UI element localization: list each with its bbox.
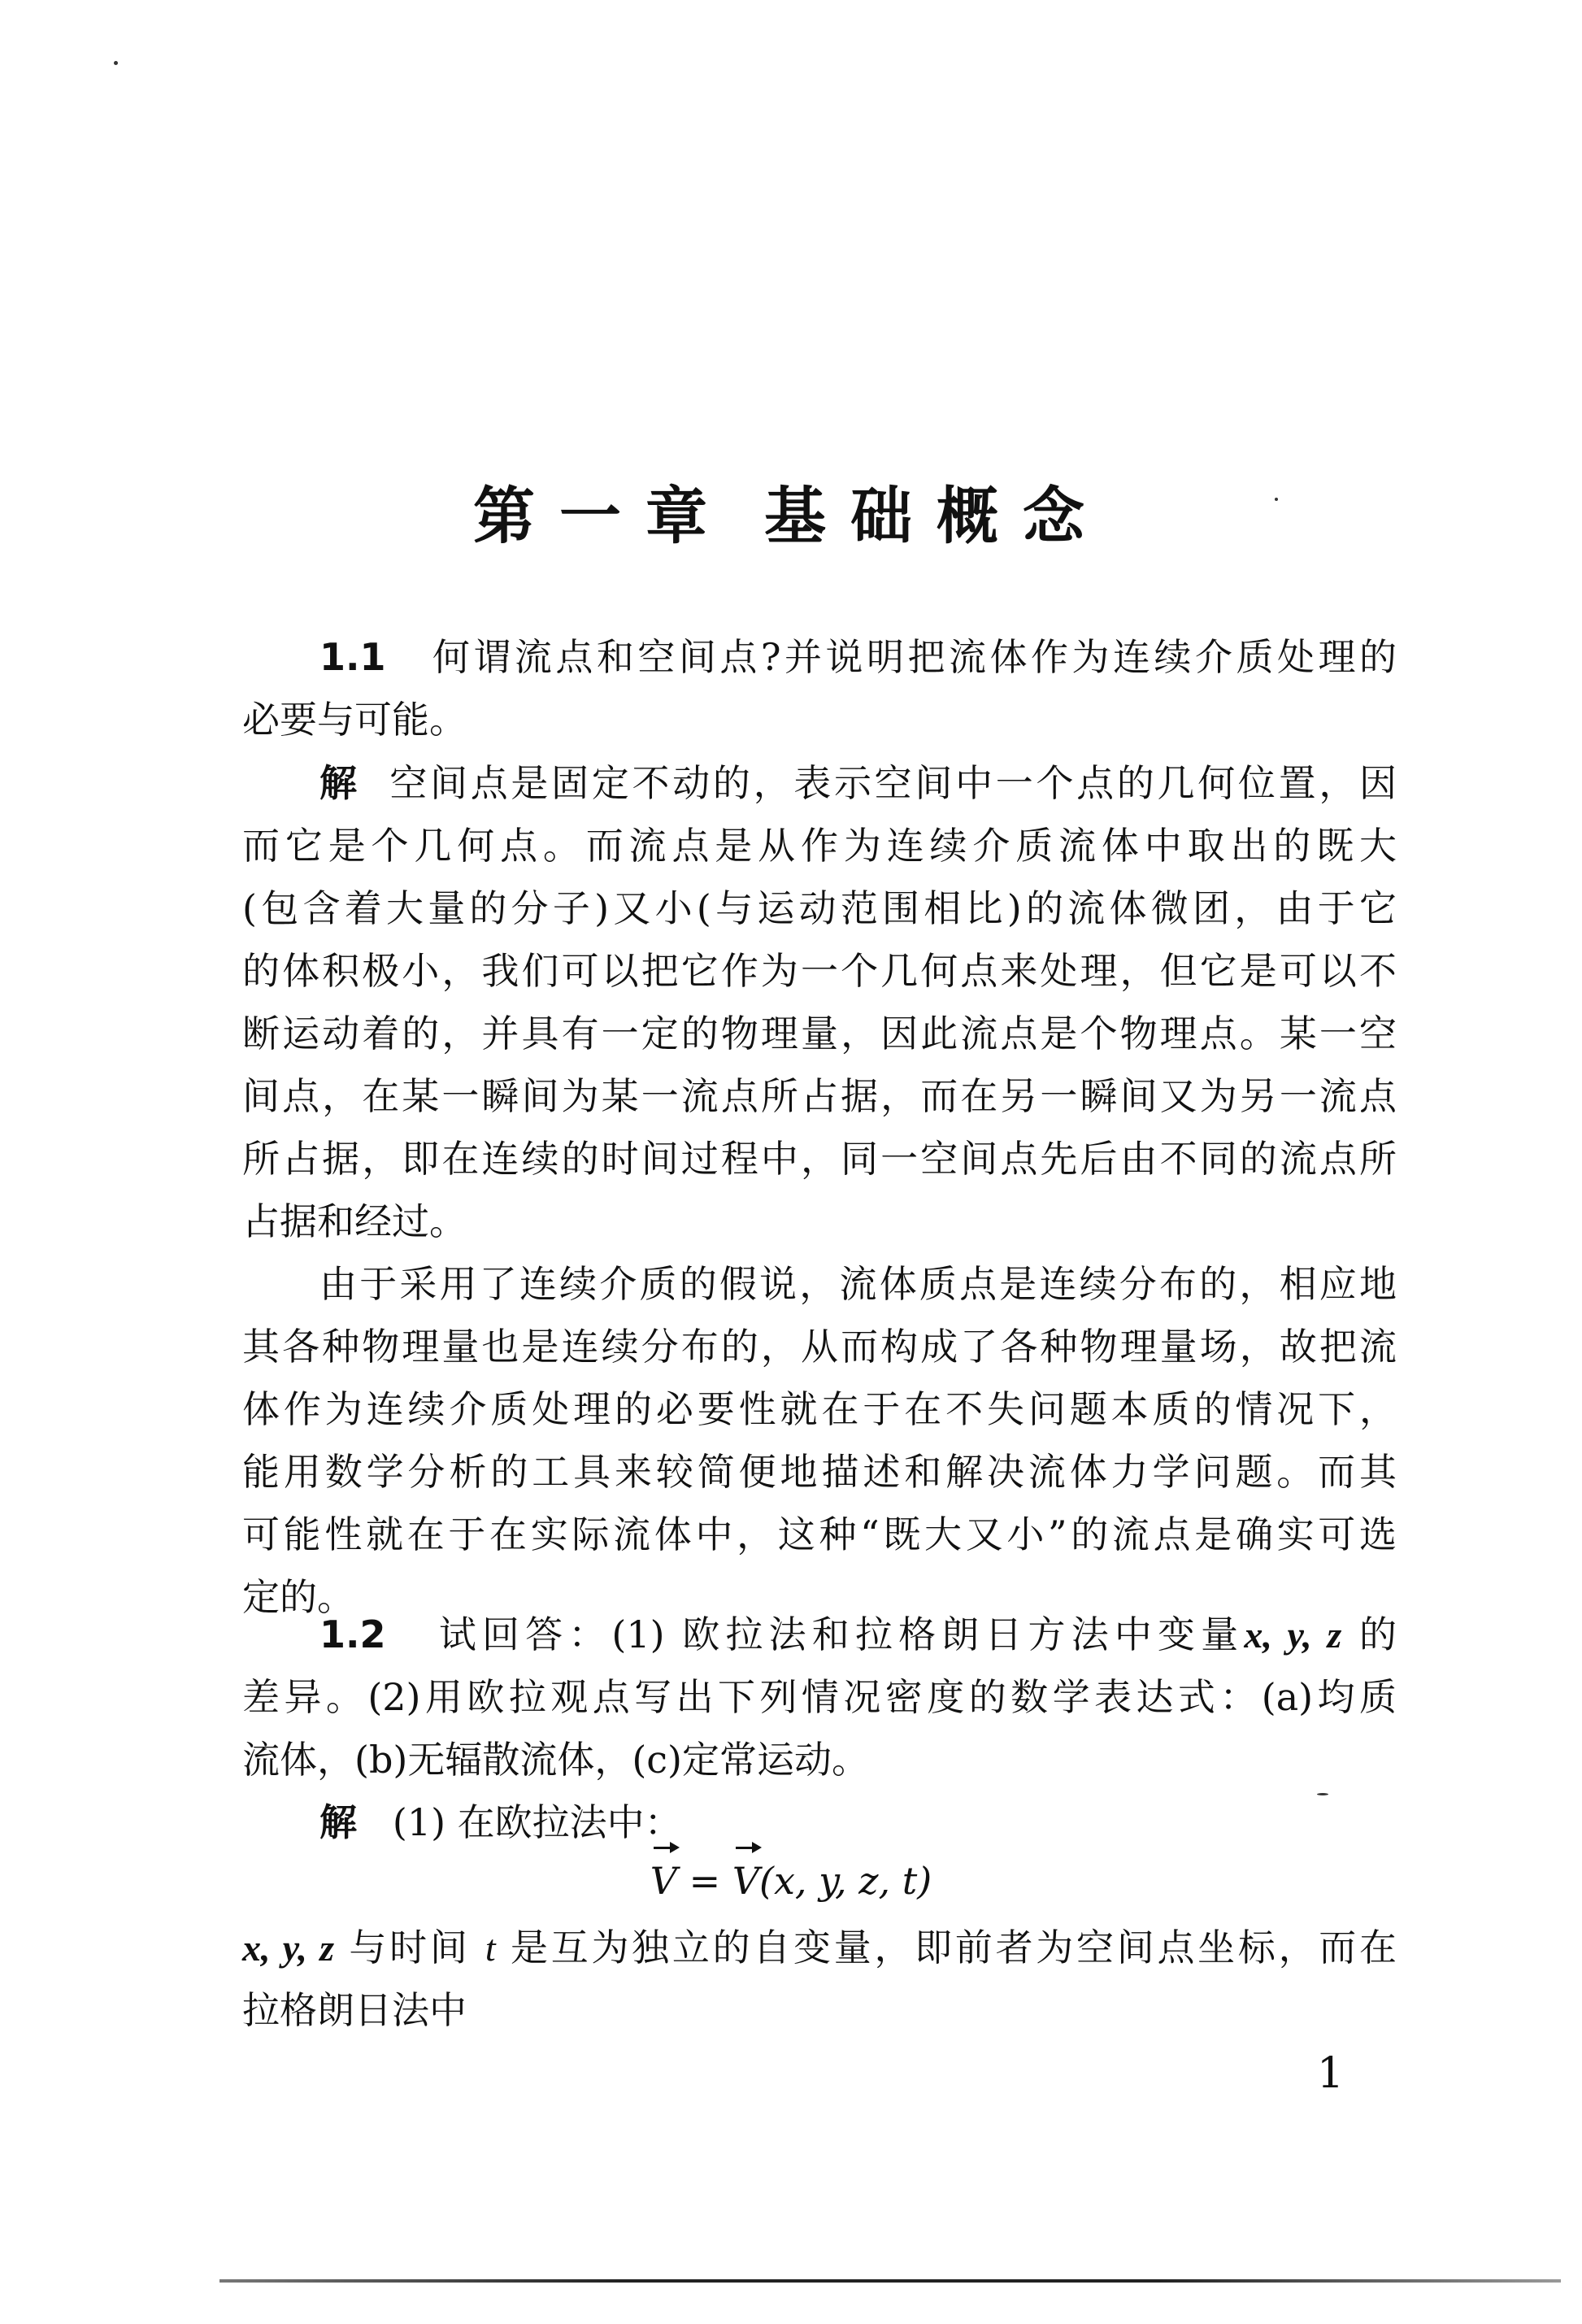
scan-speck <box>1317 1793 1328 1795</box>
answer-label: 解 <box>319 1800 357 1844</box>
question-number: 1.1 <box>319 635 386 679</box>
question-1-2 <box>242 1604 1397 1791</box>
answer-1-1-paragraph-1 <box>242 752 1397 1253</box>
answer-line: 解 空间点是固定不动的，表示空间中一个点的几何位置，因 <box>319 761 1397 805</box>
answer-line: 由于采用了连续介质的假说，流体质点是连续分布的，相应地 <box>319 1262 1397 1306</box>
answer-line: 解 (1) 在欧拉法中： <box>319 1800 682 1844</box>
variables: x, y, z <box>1244 1614 1342 1656</box>
question-line: 必要与可能。 <box>242 698 467 742</box>
scan-speck <box>114 61 118 65</box>
answer-line: 定的。 <box>242 1575 354 1619</box>
answer-1-2 <box>242 1791 1397 1854</box>
answer-line: 其各种物理量也是连续分布的，从而构成了各种物理量场，故把流 <box>242 1325 1397 1369</box>
answer-label: 解 <box>319 761 360 805</box>
answer-line: 可能性就在于在实际流体中，这种“既大又小”的流点是确实可选 <box>242 1512 1397 1556</box>
answer-1-2-continued <box>242 1917 1397 2042</box>
answer-line: (包含着大量的分子)又小(与运动范围相比)的流体微团，由于它 <box>242 886 1397 930</box>
scan-speck <box>1275 498 1278 501</box>
question-line: 1.2 试回答：(1) 欧拉法和拉格朗日方法中变量x, y, z 的 <box>319 1612 1397 1656</box>
answer-line: 能用数学分析的工具来较简便地描述和解决流体力学问题。而其 <box>242 1450 1397 1494</box>
vector-v: V <box>732 1850 759 1913</box>
question-number: 1.2 <box>319 1612 386 1656</box>
bottom-rule <box>219 2279 1561 2283</box>
answer-line: 体作为连续介质处理的必要性就在于在不失问题本质的情况下， <box>242 1387 1397 1431</box>
answer-line: 间点，在某一瞬间为某一流点所占据，而在另一瞬间又为另一流点 <box>242 1074 1397 1118</box>
equation-arguments: (x, y, z, t) <box>759 1859 932 1903</box>
chapter-title <box>0 476 1582 557</box>
page-number: 1 <box>1317 2049 1345 2098</box>
chapter-number: 第一章 <box>473 480 732 552</box>
equation-velocity: V = V(x, y, z, t) <box>0 1850 1582 1913</box>
answer-line: 而它是个几何点。而流点是从作为连续介质流体中取出的既大 <box>242 824 1397 868</box>
answer-line: 断运动着的，并具有一定的物理量，因此流点是个物理点。某一空 <box>242 1012 1397 1055</box>
answer-1-1-paragraph-2 <box>242 1253 1397 1629</box>
vector-v: V <box>650 1850 677 1913</box>
answer-line: x, y, z 与时间 t 是互为独立的自变量，即前者为空间点坐标，而在 <box>242 1926 1397 1969</box>
question-line: 差异。(2)用欧拉观点写出下列情况密度的数学表达式：(a)均质 <box>242 1675 1397 1719</box>
question-line: 1.1 何谓流点和空间点?并说明把流体作为连续介质处理的 <box>319 635 1397 679</box>
answer-line: 的体积极小，我们可以把它作为一个几何点来处理，但它是可以不 <box>242 949 1397 993</box>
answer-line: 占据和经过。 <box>242 1199 467 1243</box>
question-line: 流体，(b)无辐散流体，(c)定常运动。 <box>242 1738 869 1782</box>
question-1-1 <box>242 626 1397 751</box>
answer-line: 拉格朗日法中 <box>242 1988 467 2032</box>
chapter-name: 基础概念 <box>764 480 1109 552</box>
answer-line: 所占据，即在连续的时间过程中，同一空间点先后由不同的流点所 <box>242 1137 1397 1181</box>
